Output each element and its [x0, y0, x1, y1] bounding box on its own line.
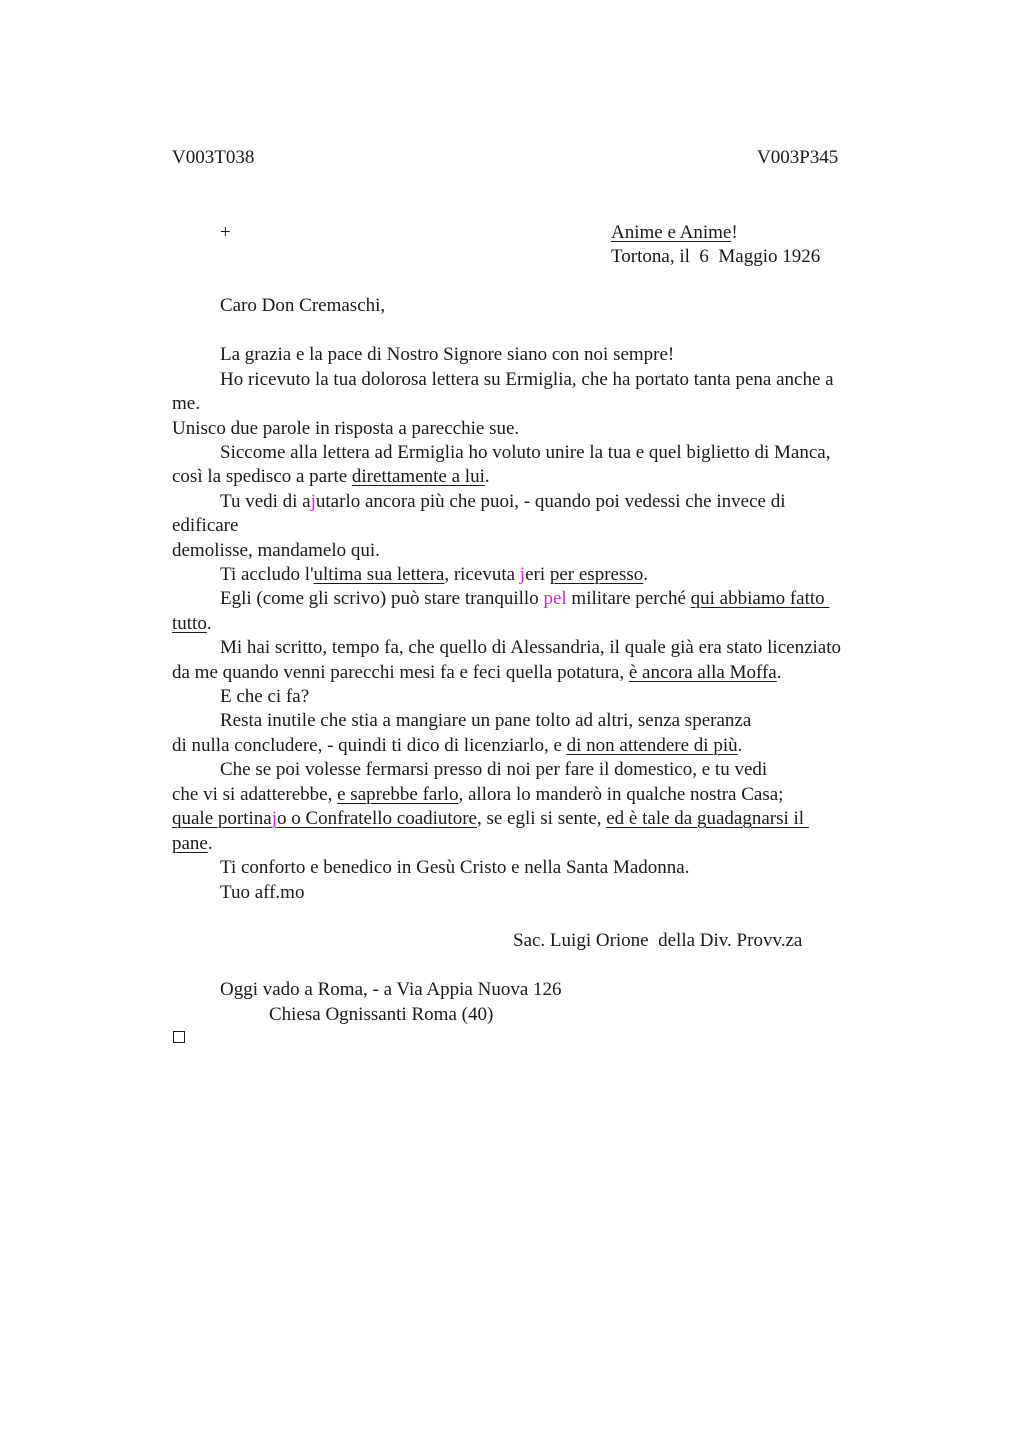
- postscript-line: Chiesa Ognissanti Roma (40): [269, 1004, 494, 1025]
- text-run: Tu vedi di a: [220, 491, 311, 512]
- body-line: [220, 563, 648, 587]
- body-line: Ho ricevuto la tua dolorosa lettera su Ermiglia, che ha portato tanta pena anche a: [220, 369, 834, 390]
- highlighted-text: j: [519, 564, 526, 585]
- text-run: , se egli si sente,: [476, 808, 607, 829]
- underlined-text: ultima sua lettera: [313, 564, 445, 585]
- body-line: Unisco due parole in risposta a parecchie sue.: [172, 418, 520, 439]
- text-run: .: [207, 833, 213, 854]
- text-run: .: [737, 735, 743, 756]
- highlighted-text: j: [310, 491, 316, 512]
- signature: Sac. Luigi Orione della Div. Provv.za: [513, 930, 803, 951]
- highlighted-text: j: [271, 808, 277, 829]
- body-line: [172, 612, 212, 636]
- text-run: .: [643, 564, 648, 585]
- body-line: La grazia e la pace di Nostro Signore siano con noi sempre!: [220, 344, 675, 365]
- body-line: [172, 807, 809, 831]
- text-run: militare perché: [566, 588, 691, 609]
- document-code-left: V003T038: [172, 147, 255, 168]
- body-line: [172, 734, 742, 758]
- body-line: demolisse, mandamelo qui.: [172, 540, 380, 561]
- body-line: Mi hai scritto, tempo fa, che quello di Alessandria, il quale già era stato licenziato: [220, 637, 841, 658]
- place-date: Tortona, il 6 Maggio 1926: [611, 246, 821, 267]
- text-run: che vi si adatterebbe,: [172, 784, 338, 805]
- text-run: così la spedisco a parte: [172, 466, 352, 487]
- body-line: Che se poi volesse fermarsi presso di noi per fare il domestico, e tu vedi: [220, 759, 768, 780]
- motto-punct: !: [731, 222, 738, 243]
- cross-mark: +: [220, 222, 231, 243]
- text-run: , allora lo manderò in qualche nostra Casa;: [458, 784, 784, 805]
- text-run: Egli (come gli scrivo) può stare tranquillo: [220, 588, 544, 609]
- document-code-right: V003P345: [757, 147, 839, 168]
- underlined-text: o o Confratello coadiutore: [277, 808, 477, 829]
- text-run: , ricevuta: [444, 564, 520, 585]
- underlined-text: e saprebbe farlo: [337, 784, 459, 805]
- body-line: [172, 661, 781, 685]
- text-run: .: [776, 662, 782, 683]
- underlined-text: tutto: [172, 613, 207, 634]
- salutation: Caro Don Cremaschi,: [220, 295, 386, 316]
- body-line: Resta inutile che stia a mangiare un pane tolto ad altri, senza speranza: [220, 710, 752, 731]
- underlined-text: quale portina: [172, 808, 272, 829]
- underlined-text: direttamente a lui: [351, 466, 485, 487]
- text-run: utarlo ancora più che puoi, - quando poi vedessi che invece di: [315, 491, 786, 512]
- postscript-line: Oggi vado a Roma, - a Via Appia Nuova 126: [220, 979, 562, 1000]
- body-line: [172, 832, 213, 856]
- underlined-text: è ancora alla Moffa: [628, 662, 777, 683]
- body-line: Siccome alla lettera ad Ermiglia ho voluto unire la tua e quel biglietto di Manca,: [220, 442, 831, 463]
- highlighted-text: pel: [543, 588, 567, 609]
- text-run: di nulla concludere, - quindi ti dico di licenziarlo, e: [172, 735, 567, 756]
- body-line: edificare: [172, 515, 239, 536]
- underlined-text: ed è tale da guadagnarsi il: [606, 808, 809, 829]
- underlined-text: di non attendere di più: [566, 735, 738, 756]
- body-line: Ti conforto e benedico in Gesù Cristo e nella Santa Madonna.: [220, 857, 690, 878]
- text-run: da me quando venni parecchi mesi fa e feci quella potatura,: [172, 662, 629, 683]
- text-run: .: [484, 466, 490, 487]
- text-run: Ti accludo l': [220, 564, 314, 585]
- underlined-text: per espresso: [549, 564, 644, 585]
- square-outline-icon: [173, 1031, 185, 1043]
- body-line: me.: [172, 393, 200, 414]
- body-line: [172, 783, 783, 807]
- body-line: [220, 490, 785, 514]
- motto-text: Anime e Anime: [611, 222, 732, 243]
- text-run: eri: [525, 564, 550, 585]
- motto: [611, 221, 738, 245]
- underlined-text: pane: [172, 833, 208, 854]
- closing: Tuo aff.mo: [220, 882, 305, 903]
- underlined-text: qui abbiamo fatto: [690, 588, 830, 609]
- body-line: [220, 587, 829, 611]
- text-run: .: [206, 613, 212, 634]
- body-line: [172, 465, 490, 489]
- body-line: E che ci fa?: [220, 686, 310, 707]
